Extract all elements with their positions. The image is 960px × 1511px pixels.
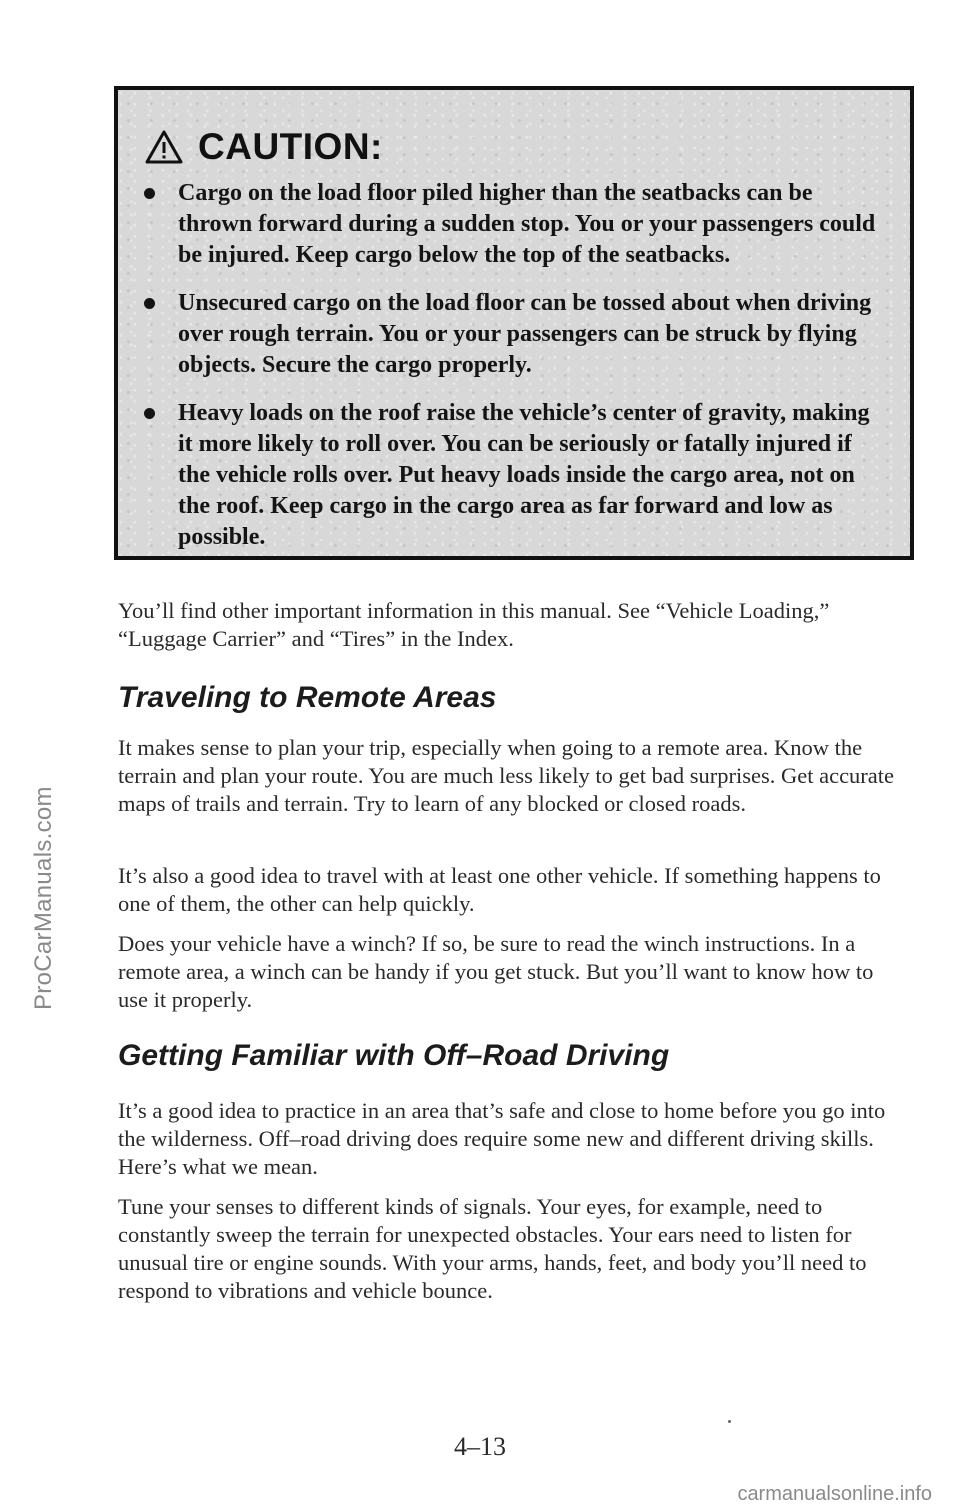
bullet-icon [144,408,155,419]
bottom-watermark: carmanualsonline.info [737,1483,932,1505]
caution-item [136,398,881,553]
paragraph: Does your vehicle have a winch? If so, be sure to read the winch instructions. In a remote area, a winch can be handy if you get stuck. But you’ll want to know how to use it properly. [118,931,874,1012]
caution-item-text: Unsecured cargo on the load floor can be tossed about when driving over rough terrain. You or your passengers can be struck by flying objects. Secure the cargo properly. [178,290,872,378]
page-number: 4–13 [454,1432,506,1461]
section-heading-remote-areas: Traveling to Remote Areas [118,681,497,714]
caution-item-text: Cargo on the load floor piled higher than the seatbacks can be thrown forward during a sudden stop. You or your passengers could be injured. Keep cargo below the top of the seatbacks. [178,180,876,268]
paragraph: It’s also a good idea to travel with at least one other vehicle. If something happens to one of them, the other can help quickly. [118,863,881,916]
stray-mark [728,1420,731,1423]
caution-item [136,288,881,381]
paragraph: It’s a good idea to practice in an area that’s safe and close to home before you go into the wilderness. Off–road driving does require some new and different driving skills. Here’s what we mean. [118,1098,886,1179]
side-watermark: ProCarManuals.com [30,786,57,1010]
bullet-icon [144,298,155,309]
paragraph: Tune your senses to different kinds of signals. Your eyes, for example, need to constantly sweep the terrain for unexpected obstacles. Your ears need to listen for unusual tire or engine sounds. With your arms, hands, feet, and body you’ll need to respond to vibrations and vehicle bounce. [118,1194,867,1303]
caution-title: CAUTION: [198,126,383,167]
section-heading-off-road: Getting Familiar with Off–Road Driving [118,1039,670,1072]
caution-box [114,86,914,560]
warning-triangle-icon [144,129,184,165]
paragraph: It makes sense to plan your trip, especially when going to a remote area. Know the terrain and plan your route. You are much less likely to get bad surprises. Get accurate maps of trails and terrain. Try to learn of any blocked or closed roads. [118,735,895,816]
caution-header [144,126,383,168]
intro-paragraph: You’ll find other important information in this manual. See “Vehicle Loading,” “Luggage Carrier” and “Tires” in the Index. [118,598,830,651]
caution-item-text: Heavy loads on the roof raise the vehicle’s center of gravity, making it more likely to roll over. You can be seriously or fatally injured if the vehicle rolls over. Put heavy loads inside the cargo area, not on the roof. Keep cargo in the cargo area as far forward and low as possible. [178,400,870,550]
caution-item [136,178,881,271]
caution-list [136,178,881,570]
bullet-icon [144,188,155,199]
